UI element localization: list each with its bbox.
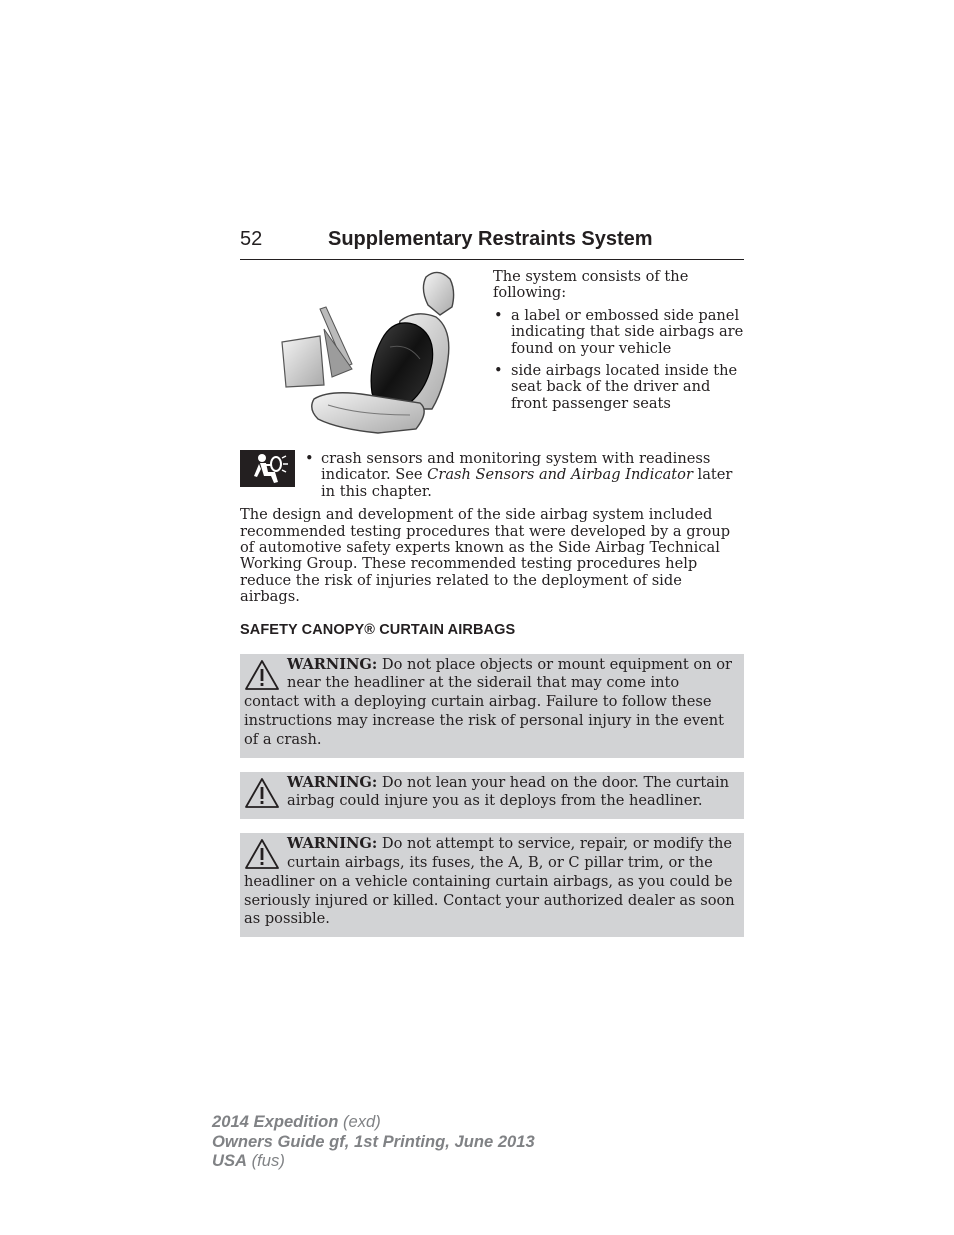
warning-box [240,833,744,937]
footer-line-3 [212,1151,535,1171]
page-title: Supplementary Restraints System [328,228,653,250]
list-item: • side airbags located inside the seat back of the driver and front passenger seats [493,363,744,412]
footer-market-code: (fus) [247,1151,285,1170]
intro-text [493,269,744,439]
warning-label: WARNING: [287,773,378,791]
footer-market: USA [212,1151,248,1170]
indicator-row [240,451,744,500]
airbag-indicator-icon [240,450,295,487]
page-header [240,228,744,260]
bullet-dot: • [305,450,314,467]
warning-label: WARNING: [287,655,378,673]
indicator-text-before: crash sensors and monitoring system with readiness indicator. See [321,450,711,484]
page-footer [212,1112,535,1171]
intro-bullet-list [493,308,744,412]
list-item: • a label or embossed side panel indicating that side airbags are found on your vehicle [493,308,744,357]
footer-model: 2014 Expedition [212,1112,339,1131]
warning-box [240,654,744,758]
warning-triangle-icon [244,658,280,692]
warning-label: WARNING: [287,835,378,853]
warning-text: Do not attempt to service, repair, or modify the curtain airbags, its fuses, the A, B, or C pillar trim, or the headliner on a vehicle containing curtain airbags, as you could be seriously injured or killed. Contact your authorized dealer as soon as possible. [244,835,735,928]
footer-printing: Owners Guide gf, 1st Printing, June 2013 [212,1131,535,1151]
indicator-bullet [295,451,744,500]
warning-text: Do not lean your head on the door. The curtain airbag could injure you as it deploys from the headliner. [287,773,730,810]
footer-line-1 [212,1112,535,1132]
indicator-text [305,451,744,500]
page-content [240,228,744,937]
intro-section [240,269,744,439]
warning-text: Do not place objects or mount equipment on or near the headliner at the siderail that may come into contact with a deploying curtain airbag. Failure to follow these instructions may increase the risk of personal injury in the event of a crash. [244,655,733,748]
indicator-text-after: later in this chapter. [321,466,733,500]
footer-line-2 [212,1132,535,1152]
cross-reference-link[interactable]: Crash Sensors and Airbag Indicator [427,466,693,484]
section-heading: SAFETY CANOPY® CURTAIN AIRBAGS [240,621,516,638]
body-paragraph: The design and development of the side airbag system included recommended testing procedures that were developed by a group of automotive safety experts known as the Side Airbag Technical Working Group. These recommended testing procedures help reduce the risk of injuries related to the deployment of side airbags. [240,506,731,606]
warning-triangle-icon [244,776,280,810]
side-airbag-seat-illustration [240,269,493,439]
footer-model-code: (exd) [338,1112,381,1131]
page-number: 52 [240,228,263,250]
warning-box [240,772,744,820]
warning-triangle-icon [244,837,280,871]
intro-lead: The system consists of the following: [493,268,689,302]
